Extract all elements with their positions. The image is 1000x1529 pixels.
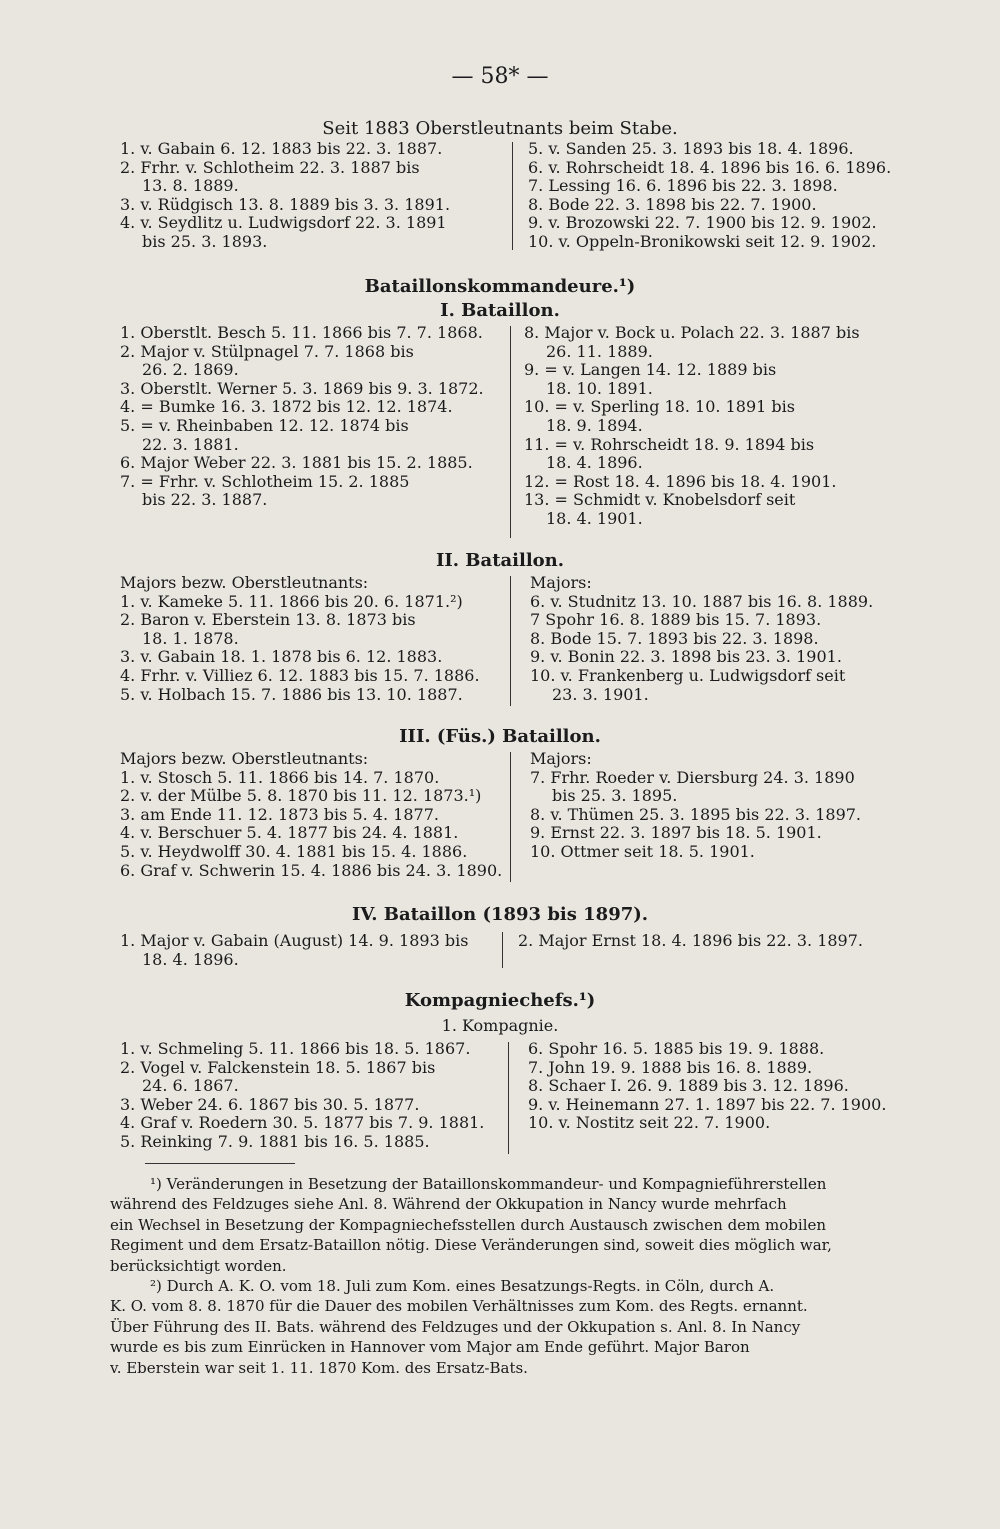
list-item: 2. Vogel v. Falckenstein 18. 5. 1867 bis: [120, 1057, 436, 1077]
list-item: 10. v. Frankenberg u. Ludwigsdorf seit: [530, 665, 846, 685]
list-item: 6. v. Rohrscheidt 18. 4. 1896 bis 16. 6. 1896.: [528, 157, 892, 177]
section-heading-bataillonskommandeure: Bataillonskommandeure.¹): [364, 276, 636, 297]
list-item: 3. v. Gabain 18. 1. 1878 bis 6. 12. 1883.: [120, 647, 443, 667]
b2-left-column: [120, 574, 480, 704]
list-item: 7. Frhr. Roeder v. Diersburg 24. 3. 1890: [530, 767, 855, 787]
list-item: 2. Major Ernst 18. 4. 1896 bis 22. 3. 1897.: [518, 931, 863, 950]
list-item: 5. v. Heydwolff 30. 4. 1881 bis 15. 4. 1886.: [120, 841, 468, 861]
list-item: 2. Frhr. v. Schlotheim 22. 3. 1887 bis: [120, 157, 420, 177]
footnote-line: berücksichtigt worden.: [110, 1256, 287, 1275]
b2-right-column: [530, 574, 873, 704]
list-item: 9. Ernst 22. 3. 1897 bis 18. 5. 1901.: [530, 823, 822, 843]
k1-left-column: [120, 1040, 484, 1152]
list-item: 10. = v. Sperling 18. 10. 1891 bis: [524, 397, 795, 417]
list-item: 5. v. Sanden 25. 3. 1893 bis 18. 4. 1896.: [528, 139, 854, 158]
list-item: 7. John 19. 9. 1888 bis 16. 8. 1889.: [528, 1057, 813, 1077]
footnote-rule: [145, 1163, 295, 1164]
list-item: 4. v. Seydlitz u. Ludwigsdorf 22. 3. 1891: [120, 213, 447, 233]
k1-right-column: [528, 1040, 886, 1133]
list-item: bis 22. 3. 1887.: [142, 490, 268, 510]
list-item: 10. Ottmer seit 18. 5. 1901.: [530, 841, 755, 861]
list-item: 9. = v. Langen 14. 12. 1889 bis: [524, 360, 777, 380]
column-divider: [510, 576, 511, 706]
list-item: 24. 6. 1867.: [142, 1076, 239, 1096]
bataillon-3-heading: III. (Füs.) Bataillon.: [399, 726, 601, 747]
list-item: 18. 4. 1896.: [142, 949, 239, 969]
list-item: 8. v. Thümen 25. 3. 1895 bis 22. 3. 1897.: [530, 804, 862, 824]
bataillon-2-heading: II. Bataillon.: [435, 550, 565, 571]
list-item: 12. = Rost 18. 4. 1896 bis 18. 4. 1901.: [524, 471, 837, 491]
b4-left-column: [120, 932, 468, 969]
list-item: 3. Oberstlt. Werner 5. 3. 1869 bis 9. 3. 1872.: [120, 378, 484, 398]
list-item: bis 25. 3. 1895.: [552, 786, 678, 806]
list-item: 1. v. Gabain 6. 12. 1883 bis 22. 3. 1887.: [120, 139, 443, 158]
footnote-1: [110, 1174, 910, 1276]
list-item: 2. Major v. Stülpnagel 7. 7. 1868 bis: [120, 341, 414, 361]
list-item: 7 Spohr 16. 8. 1889 bis 15. 7. 1893.: [530, 610, 822, 630]
list-item: 2. v. der Mülbe 5. 8. 1870 bis 11. 12. 1873.¹): [120, 786, 482, 806]
list-item: 4. = Bumke 16. 3. 1872 bis 12. 12. 1874.: [120, 397, 453, 417]
list-item: 1. Oberstlt. Besch 5. 11. 1866 bis 7. 7. 1868.: [120, 323, 483, 342]
b3-left-column: [120, 750, 502, 880]
list-item: 6. Graf v. Schwerin 15. 4. 1886 bis 24. 3. 1890.: [120, 860, 503, 880]
column-divider: [508, 1042, 509, 1154]
list-item: 9. v. Heinemann 27. 1. 1897 bis 22. 7. 1900.: [528, 1094, 887, 1114]
list-item: 22. 3. 1881.: [142, 434, 239, 454]
list-item: 18. 9. 1894.: [546, 415, 643, 435]
footnote-line: ²) Durch A. K. O. vom 18. Juli zum Kom. eines Besatzungs-Regts. in Cöln, durch A.: [150, 1277, 775, 1295]
stabe-heading: Seit 1883 Oberstleutnants beim Stabe.: [322, 118, 678, 139]
list-item: bis 25. 3. 1893.: [142, 231, 268, 251]
list-item: 9. v. Brozowski 22. 7. 1900 bis 12. 9. 1902.: [528, 213, 877, 233]
bataillon-4-heading: IV. Bataillon (1893 bis 1897).: [351, 904, 649, 925]
list-item: 10. v. Nostitz seit 22. 7. 1900.: [528, 1113, 771, 1133]
footnote-line: wurde es bis zum Einrücken in Hannover vom Major am Ende geführt. Major Baron: [110, 1338, 750, 1357]
list-item: 5. v. Holbach 15. 7. 1886 bis 13. 10. 1887.: [120, 684, 463, 704]
list-item: 1. v. Stosch 5. 11. 1866 bis 14. 7. 1870.: [120, 767, 440, 787]
list-item: 8. Schaer I. 26. 9. 1889 bis 3. 12. 1896.: [528, 1076, 849, 1096]
footnote-line: Über Führung des II. Bats. während des Feldzuges und der Okkupation s. Anl. 8. In Nancy: [110, 1317, 801, 1336]
footnote-line: ¹) Veränderungen in Besetzung der Bataillonskommandeur- und Kompagnieführerstellen: [150, 1175, 827, 1193]
list-item: 9. v. Bonin 22. 3. 1898 bis 23. 3. 1901.: [530, 647, 842, 667]
list-item: 1. Major v. Gabain (August) 14. 9. 1893 bis: [120, 931, 469, 950]
list-item: 5. Reinking 7. 9. 1881 bis 16. 5. 1885.: [120, 1131, 430, 1151]
section-heading-kompagniechefs: Kompagniechefs.¹): [404, 990, 596, 1011]
list-item: 18. 4. 1896.: [546, 453, 643, 473]
bataillon-1-heading: I. Bataillon.: [440, 300, 560, 321]
list-item: 26. 11. 1889.: [546, 341, 653, 361]
footnote-line: K. O. vom 8. 8. 1870 für die Dauer des mobilen Verhältnisses zum Kom. des Regts. ernannt.: [110, 1297, 808, 1316]
column-divider: [510, 326, 511, 538]
list-item: 5. = v. Rheinbaben 12. 12. 1874 bis: [120, 415, 409, 435]
list-item: 10. v. Oppeln-Bronikowski seit 12. 9. 1902.: [528, 231, 877, 251]
b1-left-column: [120, 324, 484, 510]
list-item: 4. Graf v. Roedern 30. 5. 1877 bis 7. 9. 1881.: [120, 1113, 485, 1133]
list-item: 2. Baron v. Eberstein 13. 8. 1873 bis: [120, 610, 416, 630]
list-item: 6. Major Weber 22. 3. 1881 bis 15. 2. 1885.: [120, 453, 473, 473]
list-item: 18. 1. 1878.: [142, 628, 239, 648]
footnote-line: Regiment und dem Ersatz-Bataillon nötig. Diese Veränderungen sind, soweit dies möglich war,: [110, 1236, 832, 1255]
list-item: 11. = v. Rohrscheidt 18. 9. 1894 bis: [524, 434, 815, 454]
b1-right-column: [524, 324, 860, 529]
column-divider: [510, 752, 511, 882]
footnote-line: v. Eberstein war seit 1. 11. 1870 Kom. des Ersatz-Bats.: [110, 1358, 528, 1377]
footnote-line: während des Feldzuges siehe Anl. 8. Während der Okkupation in Nancy wurde mehrfach: [110, 1195, 787, 1214]
footnote-2: [110, 1276, 910, 1378]
list-item: 1. v. Kameke 5. 11. 1866 bis 20. 6. 1871.²): [120, 591, 463, 611]
list-item: 18. 10. 1891.: [546, 378, 653, 398]
list-item: 8. Bode 15. 7. 1893 bis 22. 3. 1898.: [530, 628, 819, 648]
list-item: 23. 3. 1901.: [552, 684, 649, 704]
list-item: 6. Spohr 16. 5. 1885 bis 19. 9. 1888.: [528, 1039, 825, 1058]
column-divider: [502, 932, 503, 968]
list-item: 6. v. Studnitz 13. 10. 1887 bis 16. 8. 1889.: [530, 591, 874, 611]
list-item: 18. 4. 1901.: [546, 508, 643, 528]
page-number: — 58* —: [451, 64, 549, 89]
list-item: 8. Bode 22. 3. 1898 bis 22. 7. 1900.: [528, 194, 817, 214]
subheading: Majors bezw. Oberstleutnants:: [120, 749, 369, 768]
list-item: 1. v. Schmeling 5. 11. 1866 bis 18. 5. 1867.: [120, 1039, 471, 1058]
subheading: Majors:: [530, 749, 592, 768]
list-item: 3. Weber 24. 6. 1867 bis 30. 5. 1877.: [120, 1094, 420, 1114]
footnote-line: ein Wechsel in Besetzung der Kompagniechefsstellen durch Austausch zwischen dem mobilen: [110, 1215, 827, 1234]
subheading: Majors bezw. Oberstleutnants:: [120, 573, 369, 592]
b3-right-column: [530, 750, 861, 862]
list-item: 7. = Frhr. v. Schlotheim 15. 2. 1885: [120, 471, 410, 491]
stabe-right-column: [528, 140, 891, 252]
list-item: 7. Lessing 16. 6. 1896 bis 22. 3. 1898.: [528, 176, 838, 196]
list-item: 13. = Schmidt v. Knobelsdorf seit: [524, 490, 796, 510]
list-item: 13. 8. 1889.: [142, 176, 239, 196]
b4-right-column: [518, 932, 863, 951]
list-item: 8. Major v. Bock u. Polach 22. 3. 1887 bis: [524, 323, 860, 342]
kompagnie-1-heading: 1. Kompagnie.: [441, 1016, 559, 1035]
stabe-left-column: [120, 140, 450, 252]
list-item: 4. v. Berschuer 5. 4. 1877 bis 24. 4. 1881.: [120, 823, 459, 843]
list-item: 4. Frhr. v. Villiez 6. 12. 1883 bis 15. 7. 1886.: [120, 665, 480, 685]
list-item: 26. 2. 1869.: [142, 360, 239, 380]
column-divider: [512, 142, 513, 250]
list-item: 3. v. Rüdgisch 13. 8. 1889 bis 3. 3. 1891.: [120, 194, 451, 214]
subheading: Majors:: [530, 573, 592, 592]
list-item: 3. am Ende 11. 12. 1873 bis 5. 4. 1877.: [120, 804, 439, 824]
